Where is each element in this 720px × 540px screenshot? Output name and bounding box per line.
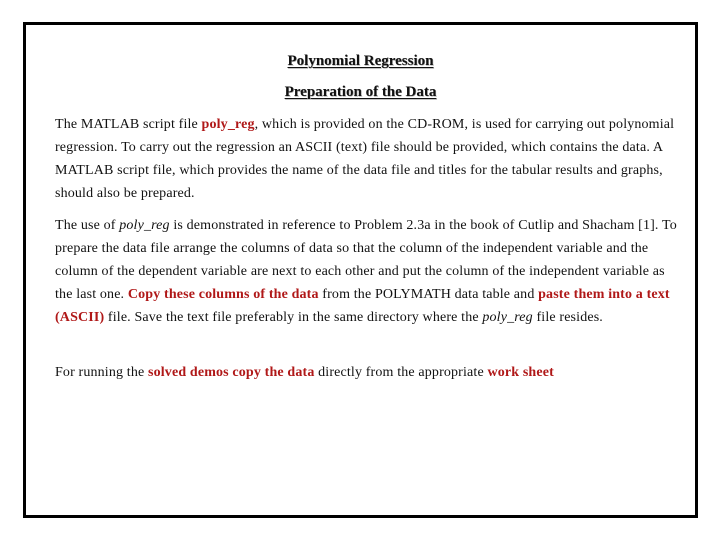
work-sheet-highlight: work sheet (487, 365, 554, 380)
p2-text-2: is demonstrated in reference to Problem 2.3a in the book of Cutlip and Shacham [1]. To prepare the data file arrange the columns of data so that the column of the independent variable and the column of the dependent variable are next to each other and put the column of the independent variable as the last one. (55, 218, 677, 302)
paragraph-solved-demos (55, 361, 680, 384)
p1-text-1: The MATLAB script file (55, 117, 202, 132)
solved-demos-highlight: solved demos copy the data (148, 365, 315, 380)
paragraph-intro (55, 113, 680, 205)
p3-text-1: For running the (55, 365, 149, 380)
p1-text-2: , which is provided on the CD-ROM, is used for carrying out polynomial regression. To carry out the regression an ASCII (text) file should be provided, which contains the data. A MATLAB script file, which provides the name of the data file and titles for the tabular results and graphs, should also be prepared. (55, 117, 675, 201)
script-name-italic-2: poly_reg (482, 310, 533, 325)
p2-text-3: from the POLYMATH data table and (318, 287, 539, 302)
p3-text-2: directly from the appropriate (314, 365, 488, 380)
copy-columns-highlight: Copy these columns of the data (127, 287, 319, 302)
slide-subtitle: Preparation of the Data (284, 84, 437, 100)
p2-text-1: The use of (55, 218, 120, 233)
script-name-highlight: poly_reg (201, 117, 255, 132)
paragraph-data-preparation (55, 214, 680, 329)
paste-text-highlight: paste them into a text (ASCII) (55, 287, 670, 325)
slide-frame (23, 22, 698, 518)
script-name-italic: poly_reg (119, 218, 170, 233)
p2-text-5: file resides. (532, 310, 603, 325)
p2-text-4: file. Save the text file preferably in the same directory where the (104, 310, 483, 325)
slide-title: Polynomial Regression (287, 53, 434, 69)
